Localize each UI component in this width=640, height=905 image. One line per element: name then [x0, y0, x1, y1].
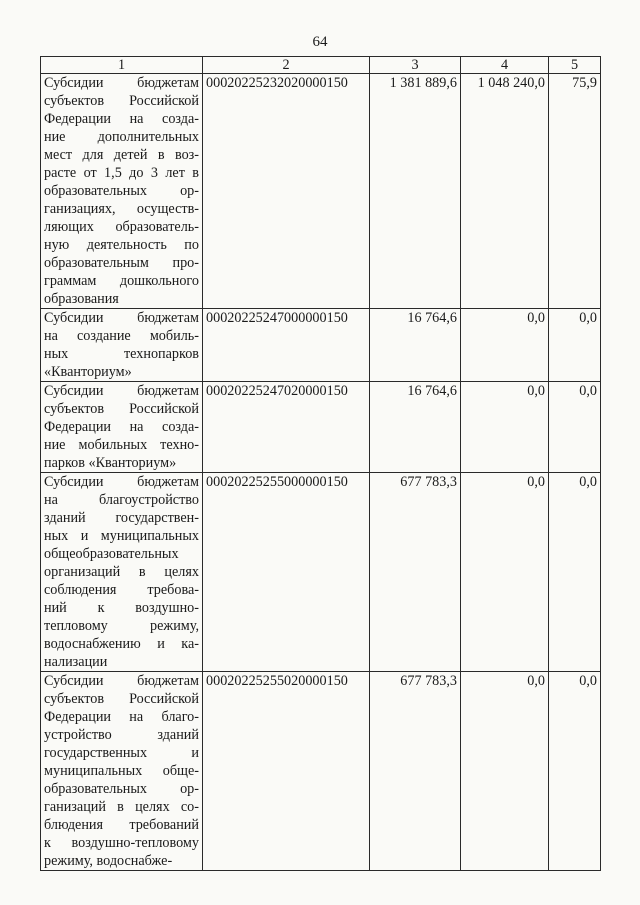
name-line: на благоустройство: [44, 492, 199, 508]
page-number: 64: [312, 34, 328, 50]
name-line: режиму, водоснабже-: [44, 853, 173, 869]
name-line: образовательных ор-: [44, 183, 199, 199]
column-header-3: 3: [370, 57, 461, 74]
column-header-4: 4: [461, 57, 549, 74]
name-line: Субсидии бюджетам: [44, 75, 199, 91]
name-line: Субсидии бюджетам: [44, 383, 199, 399]
name-line: соблюдения требова-: [44, 582, 199, 598]
table-row: [41, 74, 601, 309]
name-line: Субсидии бюджетам: [44, 310, 199, 326]
planned-amount-cell: 677 783,3: [370, 473, 461, 672]
name-line: субъектов Российской: [44, 401, 199, 417]
planned-amount-cell: 677 783,3: [370, 672, 461, 871]
column-header-1: 1: [41, 57, 203, 74]
name-line: устройство зданий: [44, 727, 199, 743]
name-line: «Кванториум»: [44, 364, 132, 380]
name-line: ганизациях, осуществ-: [44, 201, 199, 217]
name-line: тепловому режиму,: [44, 618, 199, 634]
executed-amount-cell: 0,0: [461, 309, 549, 382]
column-header-2: 2: [203, 57, 370, 74]
executed-amount-cell: 0,0: [461, 672, 549, 871]
name-line: водоснабжению и ка-: [44, 636, 199, 652]
name-line: ных и муниципальных: [44, 528, 199, 544]
row-name-cell: [41, 382, 203, 473]
budget-code-cell: 00020225247020000150: [203, 382, 370, 473]
name-line: государственных и: [44, 745, 199, 761]
name-line: ную деятельность по: [44, 237, 199, 253]
name-line: субъектов Российской: [44, 691, 199, 707]
name-line: мест для детей в воз-: [44, 147, 199, 163]
column-header-5: 5: [549, 57, 601, 74]
name-line: общеобразовательных: [44, 546, 179, 562]
name-line: граммам дошкольного: [44, 273, 199, 289]
planned-amount-cell: 16 764,6: [370, 309, 461, 382]
name-line: субъектов Российской: [44, 93, 199, 109]
name-line: ных технопарков: [44, 346, 199, 362]
execution-percent-cell: 0,0: [549, 473, 601, 672]
table-row: [41, 309, 601, 382]
name-line: зданий государствен-: [44, 510, 199, 526]
name-line: нализации: [44, 654, 108, 670]
name-line: образования: [44, 291, 119, 307]
budget-code-cell: 00020225255020000150: [203, 672, 370, 871]
execution-percent-cell: 0,0: [549, 672, 601, 871]
row-name-cell: [41, 473, 203, 672]
name-line: образовательным про-: [44, 255, 199, 271]
executed-amount-cell: 0,0: [461, 382, 549, 473]
table-row: [41, 382, 601, 473]
name-line: Субсидии бюджетам: [44, 474, 199, 490]
name-line: Федерации на созда-: [44, 419, 199, 435]
table-body: [41, 74, 601, 871]
table-row: [41, 672, 601, 871]
table-row: [41, 473, 601, 672]
name-line: Субсидии бюджетам: [44, 673, 199, 689]
execution-percent-cell: 75,9: [549, 74, 601, 309]
name-line: ляющих образователь-: [44, 219, 199, 235]
name-line: Федерации на созда-: [44, 111, 199, 127]
name-line: парков «Кванториум»: [44, 455, 177, 471]
name-line: к воздушно-тепловому: [44, 835, 199, 851]
planned-amount-cell: 1 381 889,6: [370, 74, 461, 309]
name-line: образовательных ор-: [44, 781, 199, 797]
name-line: ний к воздушно-: [44, 600, 199, 616]
budget-code-cell: 00020225255000000150: [203, 473, 370, 672]
header-row: [41, 57, 601, 74]
row-name-cell: [41, 74, 203, 309]
name-line: организаций в целях: [44, 564, 199, 580]
name-line: ние дополнительных: [44, 129, 199, 145]
execution-percent-cell: 0,0: [549, 382, 601, 473]
name-line: Федерации на благо-: [44, 709, 199, 725]
row-name-cell: [41, 309, 203, 382]
row-name-cell: [41, 672, 203, 871]
executed-amount-cell: 0,0: [461, 473, 549, 672]
name-line: ние мобильных техно-: [44, 437, 199, 453]
planned-amount-cell: 16 764,6: [370, 382, 461, 473]
name-line: расте от 1,5 до 3 лет в: [44, 165, 199, 181]
budget-code-cell: 00020225232020000150: [203, 74, 370, 309]
executed-amount-cell: 1 048 240,0: [461, 74, 549, 309]
name-line: блюдения требований: [44, 817, 199, 833]
budget-table: [40, 56, 601, 871]
name-line: муниципальных обще-: [44, 763, 199, 779]
name-line: на создание мобиль-: [44, 328, 199, 344]
name-line: ганизаций в целях со-: [44, 799, 199, 815]
budget-code-cell: 00020225247000000150: [203, 309, 370, 382]
execution-percent-cell: 0,0: [549, 309, 601, 382]
